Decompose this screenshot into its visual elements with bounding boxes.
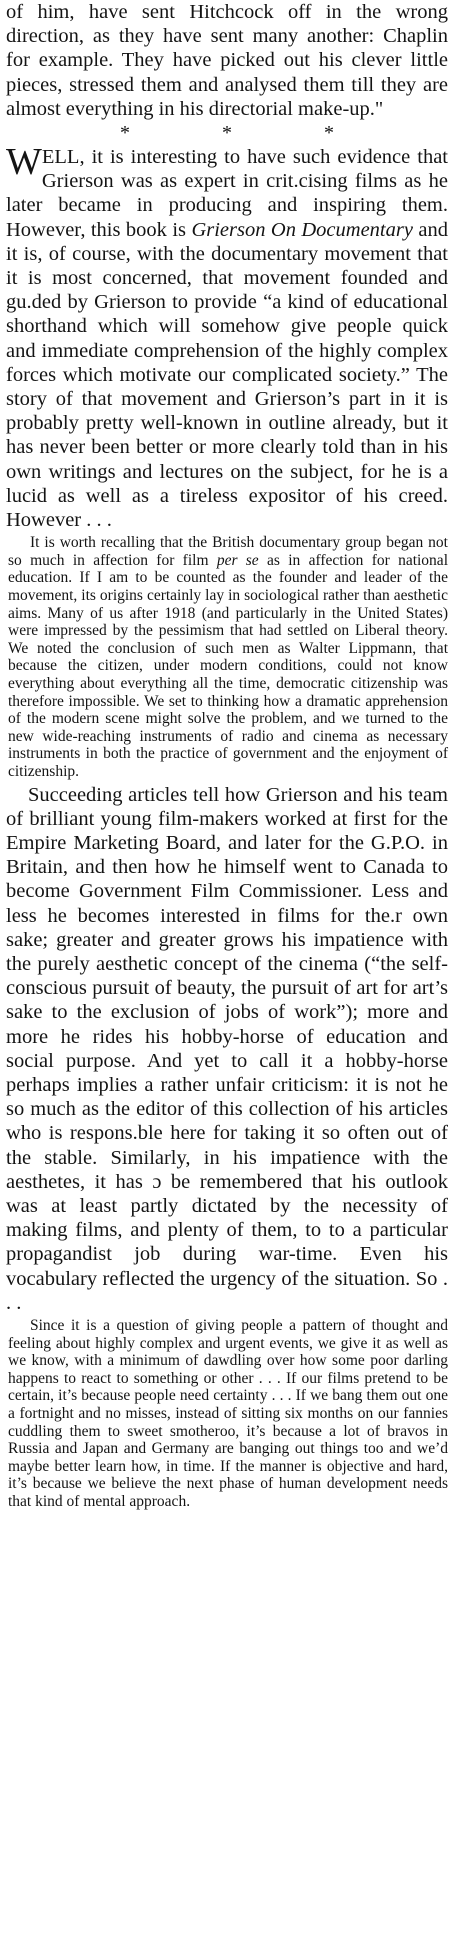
main-paragraph-part-1: ELL, it is interesting to have such evidence that Grierson was as expert in crit.cising films as he later became in producing and inspiring them. However, this book is — [6, 146, 448, 241]
section-break — [6, 123, 448, 143]
opening-paragraph — [6, 0, 448, 121]
main-paragraph — [6, 141, 448, 532]
succeeding-paragraph-text: Succeeding articles tell how Grierson and his team of brilliant young film-makers worked at first for the Empire Marketing Board, and later for the G.P.O. in Britain, and then how he himself went to Canada to become Government Film Commissioner. Less and less he becomes interested in films for the.r own sake; greater and greater grows his impatience with the purely aesthetic concept of the cinema (“the self-conscious pursuit of beauty, the pursuit of art for art’s sake to the exclusion of jobs of work”); more and more he rides his hobby-horse of education and social purpose. And yet to call it a hobby-horse perhaps implies a rather unfair criticism: it is not he so much as the editor of this collection of his articles who is respons.ble here for taking it so often out of the stable. Similarly, in his impatience with the aesthetes, it has ɔ be remembered that his outlook was at least partly dictated by the necessity of making films, and plenty of them, to to a particular propagandist job during war-time. Even his vocabulary reflected the urgency of the situation. So . . . — [6, 783, 448, 1314]
block-quote-1-part-1: It is worth recalling that the British documentary group began not so much in affection for film — [8, 534, 448, 569]
succeeding-paragraph — [6, 783, 448, 1315]
section-break-star: * — [120, 122, 130, 145]
section-break-star: * — [222, 122, 232, 145]
section-break-star: * — [324, 122, 334, 145]
block-quote-1-text — [8, 534, 448, 780]
main-paragraph-part-2: and it is, of course, with the documentary movement that it is most concerned, that movement founded and gu.ded by Grierson to provide “a kind of educational shorthand which will somehow give people quick and immediate comprehension of the highly complex forces which motivate our complicated society.” The story of that movement and Grierson’s part in it is probably pretty well-known in outline already, but it has never been better or more clearly told than in his own writings and lectures on the subject, for he is a lucid as well as a tireless expositor of his creed. However . . . — [6, 218, 448, 532]
drop-cap: W — [6, 141, 42, 184]
opening-paragraph-text: of him, have sent Hitchcock off in the wrong direction, as they have sent many another: Chaplin for example. They have picked out his clever little pieces, stressed them and analysed them till they are almost everything in his directorial make-up." — [6, 1, 448, 120]
block-quote-1-part-2: as in affection for national education. If I am to be counted as the founder and leader of the movement, its origins certainly lay in sociological rather than aesthetic aims. Many of us after 1918 (and particularly in the United States) were impressed by the pessimism that had settled on Liberal theory. We noted the conclusion of such men as Walter Lippmann, that because the citizen, under modern conditions, could not know everything about everything all the time, democratic citizenship was therefore impossible. We set to thinking how a dramatic apprehension of the modern scene might solve the problem, and we turned to the new wide-reaching instruments of radio and cinema as necessary instruments in both the practice of government and the enjoyment of citizenship. — [8, 551, 448, 780]
block-quote-1 — [6, 534, 448, 780]
block-quote-2-text: Since it is a question of giving people a pattern of thought and feeling about highly complex and urgent events, we give it as well as we know, with a minimum of dawdling over how some poor darling happens to react to something or other . . . If our films pretend to be certain, it’s because people need certainty . . . If we bang them out one a fortnight and no misses, instead of sitting six months on our fannies cuddling them to sweet smotheroo, it’s because a lot of bravos in Russia and Japan and Germany are banging out things too and we’d maybe better learn how, in time. If the manner is objective and hard, it’s because we believe the next phase of human development needs that kind of mental approach. — [8, 1317, 448, 1510]
book-title: Grierson On Documentary — [191, 218, 413, 241]
block-quote-1-italic: per se — [216, 551, 259, 569]
main-paragraph-text — [6, 141, 448, 532]
block-quote-2 — [6, 1317, 448, 1511]
